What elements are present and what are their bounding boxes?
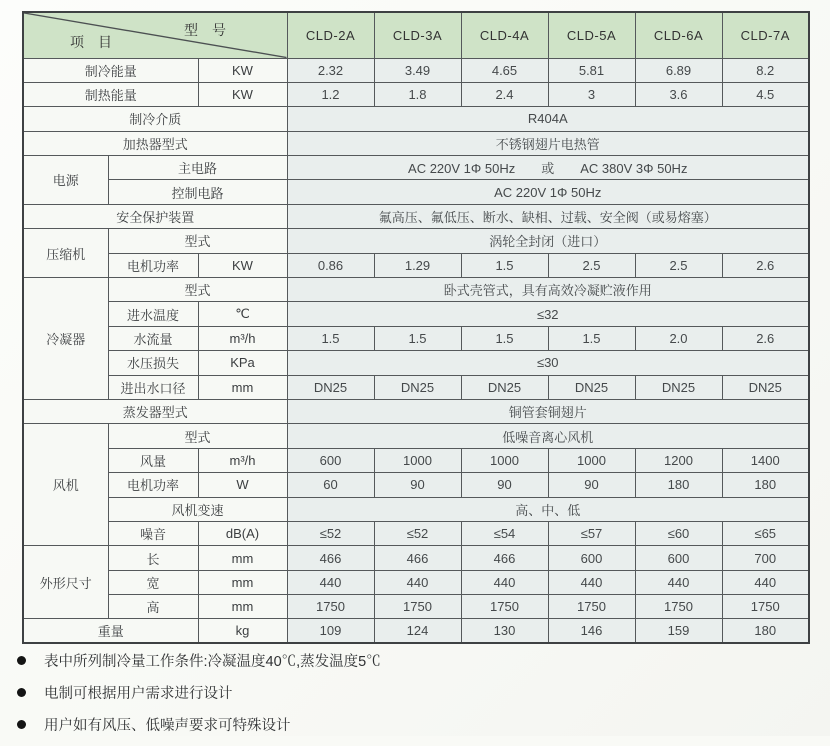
section-label: 风机 xyxy=(23,424,108,546)
row-label: 电机功率 xyxy=(108,473,198,497)
cell-value: 130 xyxy=(461,619,548,643)
merged-value: 涡轮全封闭（进口） xyxy=(287,229,809,253)
cell-value: 1000 xyxy=(374,448,461,472)
cell-value: 124 xyxy=(374,619,461,643)
merged-value: AC 220V 1Φ 50Hz 或 AC 380V 3Φ 50Hz xyxy=(287,156,809,180)
cell-value: 159 xyxy=(635,619,722,643)
cell-value: 1.5 xyxy=(287,326,374,350)
row-label: 高 xyxy=(108,595,198,619)
merged-value: AC 220V 1Φ 50Hz xyxy=(287,180,809,204)
cell-value: 1750 xyxy=(374,595,461,619)
cell-value: 1.8 xyxy=(374,82,461,106)
row-label: 风量 xyxy=(108,448,198,472)
section-label: 冷凝器 xyxy=(23,278,108,400)
table-row xyxy=(23,595,809,619)
cell-value: ≤54 xyxy=(461,521,548,545)
cell-value: 600 xyxy=(287,448,374,472)
merged-value: ≤30 xyxy=(287,351,809,375)
cell-value: 600 xyxy=(635,546,722,570)
merged-value: 氟高压、氟低压、断水、缺相、过载、安全阀（或易熔塞） xyxy=(287,204,809,228)
corner-label-model: 型 号 xyxy=(184,22,226,38)
cell-value: DN25 xyxy=(722,375,809,399)
cell-value: 1000 xyxy=(461,448,548,472)
cell-value: 466 xyxy=(374,546,461,570)
cell-value: 1400 xyxy=(722,448,809,472)
cell-value: 1750 xyxy=(722,595,809,619)
row-label: 电机功率 xyxy=(108,253,198,277)
row-unit: W xyxy=(198,473,287,497)
corner-cell xyxy=(23,12,287,58)
cell-value: ≤52 xyxy=(374,521,461,545)
row-label: 进出水口径 xyxy=(108,375,198,399)
merged-value: 不锈钢翅片电热管 xyxy=(287,131,809,155)
merged-value: R404A xyxy=(287,107,809,131)
cell-value: 3 xyxy=(548,82,635,106)
cell-value: DN25 xyxy=(461,375,548,399)
row-unit: mm xyxy=(198,375,287,399)
row-label: 宽 xyxy=(108,570,198,594)
table-row xyxy=(23,546,809,570)
row-unit: m³/h xyxy=(198,448,287,472)
row-label: 水压损失 xyxy=(108,351,198,375)
bullet-icon xyxy=(17,656,26,665)
cell-value: 8.2 xyxy=(722,58,809,82)
cell-value: 60 xyxy=(287,473,374,497)
spec-table xyxy=(22,11,810,644)
cell-value: 440 xyxy=(548,570,635,594)
row-label: 安全保护装置 xyxy=(23,204,287,228)
merged-value: 卧式壳管式，具有高效冷凝贮液作用 xyxy=(287,278,809,302)
cell-value: 180 xyxy=(635,473,722,497)
row-label: 噪音 xyxy=(108,521,198,545)
table-row xyxy=(23,326,809,350)
row-unit: kg xyxy=(198,619,287,643)
cell-value: ≤52 xyxy=(287,521,374,545)
table-row xyxy=(23,497,809,521)
row-unit: m³/h xyxy=(198,326,287,350)
cell-value: 1200 xyxy=(635,448,722,472)
table-row xyxy=(23,570,809,594)
cell-value: 1.2 xyxy=(287,82,374,106)
table-row xyxy=(23,619,809,643)
cell-value: 90 xyxy=(548,473,635,497)
merged-value: 低噪音离心风机 xyxy=(287,424,809,448)
cell-value: 1.5 xyxy=(548,326,635,350)
cell-value: 90 xyxy=(461,473,548,497)
table-row xyxy=(23,156,809,180)
cell-value: 3.49 xyxy=(374,58,461,82)
row-label: 长 xyxy=(108,546,198,570)
footnotes xyxy=(17,650,381,746)
row-label: 型式 xyxy=(108,229,287,253)
cell-value: 1.29 xyxy=(374,253,461,277)
merged-value: ≤32 xyxy=(287,302,809,326)
diagonal-line xyxy=(24,13,287,58)
cell-value: 1750 xyxy=(461,595,548,619)
table-row xyxy=(23,448,809,472)
table-row xyxy=(23,424,809,448)
table-row xyxy=(23,521,809,545)
cell-value: 440 xyxy=(461,570,548,594)
table-row xyxy=(23,229,809,253)
table-row xyxy=(23,82,809,106)
cell-value: 1.5 xyxy=(461,326,548,350)
cell-value: 5.81 xyxy=(548,58,635,82)
cell-value: 180 xyxy=(722,619,809,643)
cell-value: DN25 xyxy=(374,375,461,399)
model-header: CLD-7A xyxy=(722,12,809,58)
cell-value: ≤65 xyxy=(722,521,809,545)
row-label: 控制电路 xyxy=(108,180,287,204)
cell-value: 1750 xyxy=(287,595,374,619)
bullet-icon xyxy=(17,688,26,697)
note-text: 电制可根据用户需求进行设计 xyxy=(44,686,233,702)
table-row xyxy=(23,58,809,82)
row-label: 风机变速 xyxy=(108,497,287,521)
cell-value: 2.6 xyxy=(722,326,809,350)
table-row xyxy=(23,131,809,155)
table-row xyxy=(23,180,809,204)
cell-value: 1750 xyxy=(548,595,635,619)
table-row xyxy=(23,399,809,423)
cell-value: 1750 xyxy=(635,595,722,619)
model-header: CLD-5A xyxy=(548,12,635,58)
cell-value: DN25 xyxy=(287,375,374,399)
cell-value: 146 xyxy=(548,619,635,643)
row-label: 进水温度 xyxy=(108,302,198,326)
model-header: CLD-2A xyxy=(287,12,374,58)
cell-value: DN25 xyxy=(548,375,635,399)
cell-value: ≤57 xyxy=(548,521,635,545)
cell-value: 466 xyxy=(287,546,374,570)
row-label: 型式 xyxy=(108,424,287,448)
row-unit: dB(A) xyxy=(198,521,287,545)
cell-value: 6.89 xyxy=(635,58,722,82)
note-text: 用户如有风压、低噪声要求可特殊设计 xyxy=(44,718,291,734)
cell-value: 1.5 xyxy=(461,253,548,277)
row-unit: KW xyxy=(198,58,287,82)
bullet-icon xyxy=(17,720,26,729)
note-text: 表中所列制冷量工作条件:冷凝温度40℃,蒸发温度5℃ xyxy=(44,654,381,670)
row-unit: KPa xyxy=(198,351,287,375)
merged-value: 铜管套铜翅片 xyxy=(287,399,809,423)
row-label: 主电路 xyxy=(108,156,287,180)
section-label: 电源 xyxy=(23,156,108,205)
model-header: CLD-6A xyxy=(635,12,722,58)
cell-value: ≤60 xyxy=(635,521,722,545)
table-row xyxy=(23,278,809,302)
table-row xyxy=(23,107,809,131)
row-unit: ℃ xyxy=(198,302,287,326)
table-row xyxy=(23,473,809,497)
row-label: 制冷能量 xyxy=(23,58,198,82)
row-unit: KW xyxy=(198,82,287,106)
cell-value: 0.86 xyxy=(287,253,374,277)
row-label: 重量 xyxy=(23,619,198,643)
merged-value: 高、中、低 xyxy=(287,497,809,521)
row-label: 型式 xyxy=(108,278,287,302)
cell-value: 440 xyxy=(722,570,809,594)
cell-value: 2.32 xyxy=(287,58,374,82)
cell-value: 3.6 xyxy=(635,82,722,106)
table-row xyxy=(23,302,809,326)
cell-value: 1000 xyxy=(548,448,635,472)
model-header: CLD-4A xyxy=(461,12,548,58)
cell-value: 2.4 xyxy=(461,82,548,106)
table-row xyxy=(23,375,809,399)
note-item xyxy=(17,714,381,735)
header-row xyxy=(23,12,809,58)
table-row xyxy=(23,253,809,277)
note-item xyxy=(17,682,381,703)
cell-value: 466 xyxy=(461,546,548,570)
row-label: 水流量 xyxy=(108,326,198,350)
cell-value: 2.5 xyxy=(635,253,722,277)
row-unit: mm xyxy=(198,570,287,594)
corner-label-item: 项 目 xyxy=(70,33,112,50)
cell-value: 109 xyxy=(287,619,374,643)
row-label: 加热器型式 xyxy=(23,131,287,155)
model-header: CLD-3A xyxy=(374,12,461,58)
table-row xyxy=(23,204,809,228)
row-unit: mm xyxy=(198,546,287,570)
cell-value: 600 xyxy=(548,546,635,570)
cell-value: 440 xyxy=(374,570,461,594)
cell-value: 4.65 xyxy=(461,58,548,82)
row-label: 制热能量 xyxy=(23,82,198,106)
cell-value: 180 xyxy=(722,473,809,497)
cell-value: 2.5 xyxy=(548,253,635,277)
cell-value: 440 xyxy=(287,570,374,594)
cell-value: 700 xyxy=(722,546,809,570)
cell-value: 90 xyxy=(374,473,461,497)
cell-value: 440 xyxy=(635,570,722,594)
cell-value: DN25 xyxy=(635,375,722,399)
table-row xyxy=(23,351,809,375)
row-label: 蒸发器型式 xyxy=(23,399,287,423)
row-unit: mm xyxy=(198,595,287,619)
row-label: 制冷介质 xyxy=(23,107,287,131)
cell-value: 2.0 xyxy=(635,326,722,350)
note-item xyxy=(17,650,381,671)
cell-value: 1.5 xyxy=(374,326,461,350)
section-label: 压缩机 xyxy=(23,229,108,278)
cell-value: 4.5 xyxy=(722,82,809,106)
row-unit: KW xyxy=(198,253,287,277)
cell-value: 2.6 xyxy=(722,253,809,277)
section-label: 外形尺寸 xyxy=(23,546,108,619)
